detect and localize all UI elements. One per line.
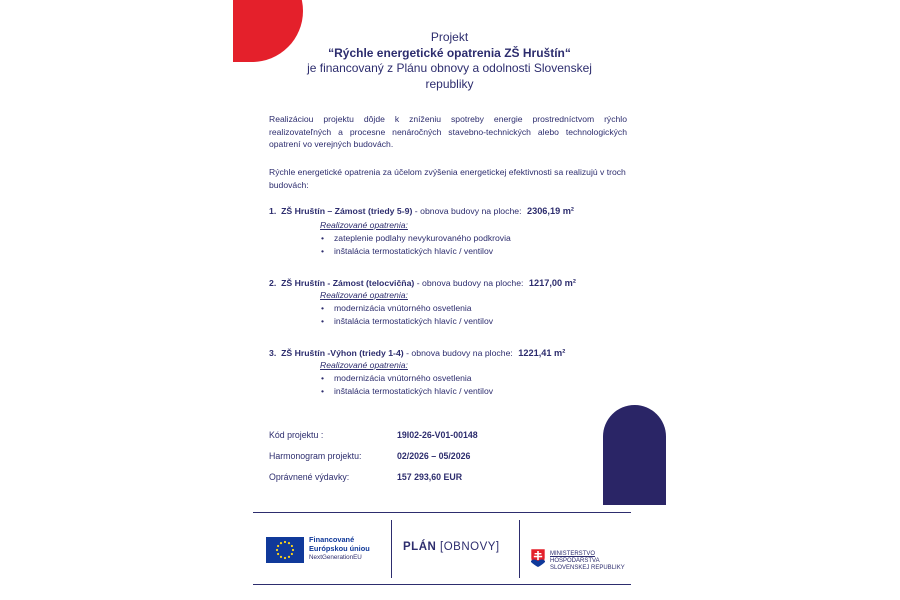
building-heading: 1. ZŠ Hruštín – Zámost (triedy 5-9) - obnova budovy na ploche: 2306,19 m² xyxy=(269,206,574,216)
list-item: • zateplenie podlahy nevykurovaného podkrovia xyxy=(320,232,649,245)
header-line-4: republiky xyxy=(425,76,474,91)
eu-funding-text xyxy=(309,535,370,562)
building-name: ZŠ Hruštín - Zámost (telocvičňa) xyxy=(281,278,415,288)
eu-line-3: NextGenerationEU xyxy=(309,554,362,561)
footer-divider-bottom xyxy=(253,584,631,585)
ministry-line-3: SLOVENSKEJ REPUBLIKY xyxy=(550,565,625,571)
measures-label: Realizované opatrenia: xyxy=(320,290,408,300)
document-page xyxy=(233,0,666,600)
building-heading: 2. ZŠ Hruštín - Zámost (telocvičňa) - obnova budovy na ploche: 1217,00 m² xyxy=(269,278,576,288)
footer-separator xyxy=(519,520,520,578)
list-item: • inštalácia termostatických hlavíc / ventilov xyxy=(320,315,649,328)
building-name: ZŠ Hruštín – Zámost (triedy 5-9) xyxy=(281,206,413,216)
header xyxy=(273,30,626,92)
meta-label: Oprávnené výdavky: xyxy=(269,472,350,482)
list-item: • inštalácia termostatických hlavíc / ventilov xyxy=(320,245,649,258)
header-line-3: je financovaný z Plánu obnovy a odolnosti Slovenskej xyxy=(307,61,592,75)
list-item: • modernizácia vnútorného osvetlenia xyxy=(320,372,649,385)
ministry-text xyxy=(550,551,625,572)
building-heading: 3. ZŠ Hruštín -Výhon (triedy 1-4) - obnova budovy na ploche: 1221,41 m² xyxy=(269,348,566,358)
meta-value: 02/2026 – 05/2026 xyxy=(397,451,471,461)
header-line-1: Projekt xyxy=(430,30,469,44)
building-item-2 xyxy=(269,278,649,328)
project-title: “Rýchle energetické opatrenia ZŠ Hruštín“ xyxy=(328,45,571,60)
plan-obnovy-logo: PLÁN [OBNOVY] xyxy=(403,541,500,553)
building-desc: - obnova budovy na ploche: xyxy=(412,206,522,216)
building-area: 2306,19 m² xyxy=(526,206,574,216)
measures-list xyxy=(320,302,649,328)
measures-label: Realizované opatrenia: xyxy=(320,220,408,230)
building-name: ZŠ Hruštín -Výhon (triedy 1-4) xyxy=(281,348,404,358)
building-desc: - obnova budovy na ploche: xyxy=(414,278,524,288)
slovak-coat-of-arms-icon xyxy=(531,549,545,567)
building-area: 1221,41 m² xyxy=(518,348,566,358)
eu-line-1: Financované xyxy=(309,535,355,544)
footer-separator xyxy=(391,520,392,578)
meta-label: Kód projektu : xyxy=(269,430,324,440)
measures-list xyxy=(320,232,649,258)
ministry-line-1: MINISTERSTVO xyxy=(550,551,596,557)
meta-label: Harmonogram projektu: xyxy=(269,451,362,461)
building-item-3 xyxy=(269,348,649,398)
intro-paragraph-2: Rýchle energetické opatrenia za účelom zvýšenia energetickej efektivnosti sa realizujú v troch budovách: xyxy=(269,167,626,190)
ministry-line-2: HOSPODÁRSTVA xyxy=(550,558,600,564)
building-desc: - obnova budovy na ploche: xyxy=(403,348,513,358)
eu-flag-icon xyxy=(266,537,304,563)
list-item: • inštalácia termostatických hlavíc / ventilov xyxy=(320,385,649,398)
list-item: • modernizácia vnútorného osvetlenia xyxy=(320,302,649,315)
footer-divider-top xyxy=(253,512,631,513)
intro-paragraph: Realizáciou projektu dôjde k zníženiu spotreby energie prostredníctvom rýchlo realizovateľných a procesne nenáročných stavebno-technických alebo technologických opatrení vo verejných budovách. xyxy=(269,114,627,150)
measures-label: Realizované opatrenia: xyxy=(320,360,408,370)
eu-line-2: Európskou úniou xyxy=(309,544,370,553)
footer-logos xyxy=(253,514,631,584)
meta-value: 157 293,60 EUR xyxy=(397,472,463,482)
building-item-1 xyxy=(269,206,649,258)
building-area: 1217,00 m² xyxy=(528,278,576,288)
blue-decoration xyxy=(603,405,666,505)
meta-value: 19I02-26-V01-00148 xyxy=(397,430,478,440)
measures-list xyxy=(320,372,649,398)
